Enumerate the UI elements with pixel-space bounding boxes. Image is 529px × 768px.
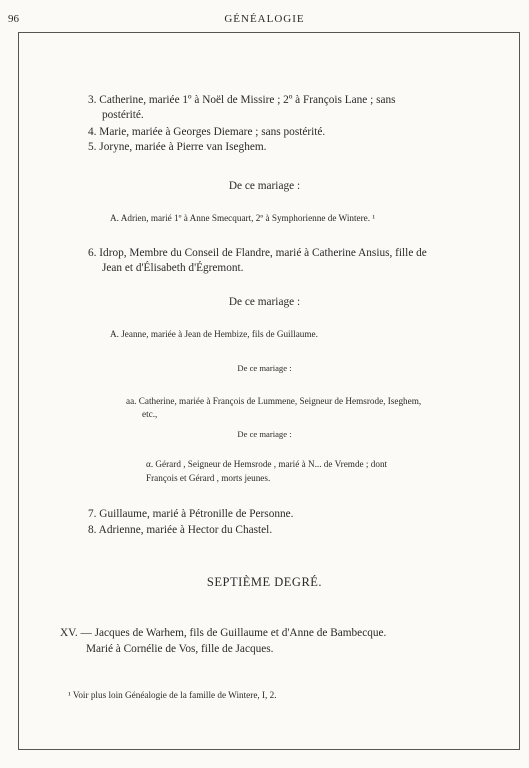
entry-jeanne: A. Jeanne, mariée à Jean de Hembize, fils de Guillaume. — [110, 329, 318, 339]
subheading-de-ce-mariage-2: De ce mariage : — [228, 296, 301, 308]
entry-joryne: 5. Joryne, mariée à Pierre van Iseghem. — [88, 141, 267, 153]
footnote: ¹ Voir plus loin Généalogie de la famille de Wintere, I, 2. — [68, 690, 277, 700]
degree-heading: SEPTIÈME DEGRÉ. — [206, 575, 323, 589]
entry-catherine-lummene: aa. Catherine, mariée à François de Lummene, Seigneur de Hemsrode, Iseghem, — [126, 396, 422, 406]
entry-adrienne: 8. Adrienne, mariée à Hector du Chastel. — [88, 524, 273, 536]
entry-adrien: A. Adrien, marié 1º à Anne Smecquart, 2º à Symphorienne de Wintere. ¹ — [110, 213, 376, 223]
page-number: 96 — [8, 13, 19, 25]
entry-catherine-lummene-cont: etc., — [142, 409, 158, 419]
entry-catherine: 3. Catherine, mariée 1º à Noël de Missire ; 2º à François Lane ; sans — [88, 94, 396, 106]
entry-idrop-cont: Jean et d'Élisabeth d'Égremont. — [102, 262, 244, 274]
entry-idrop: 6. Idrop, Membre du Conseil de Flandre, marié à Catherine Ansius, fille de — [88, 247, 427, 259]
entry-marie: 4. Marie, mariée à Georges Diemare ; sans postérité. — [88, 126, 326, 138]
entry-guillaume: 7. Guillaume, marié à Pétronille de Personne. — [88, 508, 294, 520]
entry-gerard: α. Gérard , Seigneur de Hemsrode , marié à N... de Vremde ; dont — [146, 459, 388, 469]
subheading-de-ce-mariage-4: De ce mariage : — [237, 429, 292, 439]
subheading-de-ce-mariage-3: De ce mariage : — [237, 363, 292, 373]
subheading-de-ce-mariage-1: De ce mariage : — [228, 180, 301, 192]
entry-xv-marriage: Marié à Cornélie de Vos, fille de Jacques. — [86, 643, 274, 655]
running-title: GÉNÉALOGIE — [224, 13, 305, 25]
entry-gerard-cont: François et Gérard , morts jeunes. — [146, 473, 271, 483]
entry-xv-jacques: XV. — Jacques de Warhem, fils de Guillaume et d'Anne de Bambecque. — [60, 627, 387, 639]
entry-catherine-cont: postérité. — [102, 109, 144, 121]
